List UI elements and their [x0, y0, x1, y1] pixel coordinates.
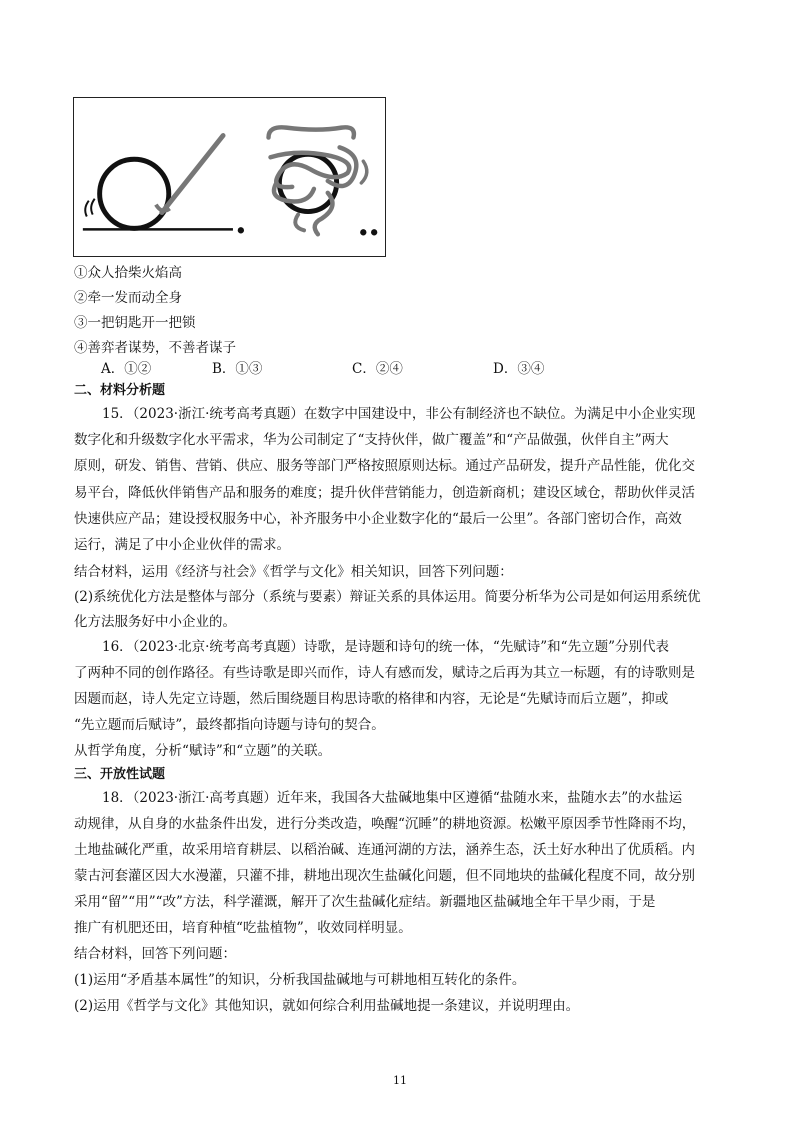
option-c[interactable]: C．②④	[352, 361, 403, 377]
comic-figure	[73, 97, 386, 257]
choice-item-3: ③一把钥匙开一把锁	[74, 315, 196, 331]
q15-line-4: 易平台，降低伙伴销售产品和服务的难度；提升伙伴营销能力，创造新商机；建设区域仓，帮助伙伴灵活	[74, 485, 695, 501]
section-heading-material-analysis: 二、材料分析题	[74, 383, 166, 398]
q18-line-5: 采用“留”“用”“改”方法，科学灌溉，解开了次生盐碱化症结。新疆地区盐碱地全年干旱少雨，于是	[74, 894, 656, 910]
choice-item-2: ②牵一发而动全身	[74, 290, 182, 306]
q18-sub-line-2: (2)运用《哲学与文化》其他知识，就如何综合利用盐碱地提一条建议，并说明理由。	[74, 998, 580, 1014]
q15-sub-line-2: 化方法服务好中小企业的。	[74, 614, 236, 630]
q18-line-2: 动规律，从自身的水盐条件出发，进行分类改造，唤醒“沉睡”的耕地资源。松嫩平原因季节性降雨不均，	[74, 816, 696, 832]
page-number: 11	[393, 1074, 407, 1087]
q16-prompt: 从哲学角度，分析“赋诗”和“立题”的关联。	[74, 743, 332, 759]
answer-options	[0, 357, 800, 377]
q16-line-4: “先立题而后赋诗”，最终都指向诗题与诗句的契合。	[74, 717, 385, 733]
q16-line-2: 了两种不同的创作路径。有些诗歌是即兴而作，诗人有感而发，赋诗之后再为其立一标题，有的诗歌则是	[74, 665, 695, 681]
q15-line-6: 运行，满足了中小企业伙伴的需求。	[74, 537, 290, 553]
q15-sub-line-1: (2)系统优化方法是整体与部分（系统与要素）辩证关系的具体运用。简要分析华为公司是如何运用系统优	[74, 589, 701, 605]
q18-sub-line-1: (1)运用“矛盾基本属性”的知识，分析我国盐碱地与可耕地相互转化的条件。	[74, 972, 526, 988]
option-b[interactable]: B．①③	[212, 361, 263, 377]
choice-item-4: ④善弈者谋势，不善者谋子	[74, 340, 236, 356]
q18-line-1: 18．（2023·浙江·高考真题）近年来，我国各大盐碱地集中区遵循“盐随水来，盐随水去”的水盐运	[102, 790, 683, 806]
q18-line-4: 蒙古河套灌区因大水漫灌，只灌不排，耕地出现次生盐碱化问题，但不同地块的盐碱化程度不同，故分别	[74, 868, 695, 884]
choice-item-1: ①众人拾柴火焰高	[74, 265, 182, 281]
q16-line-3: 因题而赵，诗人先定立诗题，然后围绕题目构思诗歌的格律和内容，无论是“先赋诗而后立题”，抑或	[74, 691, 669, 707]
q16-line-1: 16．（2023·北京·统考高考真题）诗歌，是诗题和诗句的统一体，“先赋诗”和“先立题”分别代表	[102, 639, 669, 655]
q15-prompt: 结合材料，运用《经济与社会》《哲学与文化》相关知识，回答下列问题：	[74, 564, 513, 580]
q18-line-3: 土地盐碱化严重，故采用培育耕层、以稻治碱、连通河湖的方法，涵养生态，沃土好水种出了优质稻。内	[74, 842, 695, 858]
q15-line-5: 快速供应产品；建设授权服务中心，补齐服务中小企业数字化的“最后一公里”。各部门密切合作，高效	[74, 511, 682, 527]
q15-line-2: 数字化和升级数字化水平需求，华为公司制定了“支持伙伴，做广覆盖”和“产品做强，伙伴自主”两大	[74, 432, 669, 448]
q15-line-1: 15．（2023·浙江·统考高考真题）在数字中国建设中，非公有制经济也不缺位。为满足中小企业实现	[102, 406, 696, 422]
wheel-comic-illustration	[74, 98, 385, 256]
q15-line-3: 原则，研发、销售、营销、供应、服务等部门严格按照原则达标。通过产品研发，提升产品性能，优化交	[74, 458, 695, 474]
q18-prompt: 结合材料，回答下列问题：	[74, 946, 236, 962]
q18-line-6: 推广有机肥还田，培育种植“吃盐植物”，收效同样明显。	[74, 920, 412, 936]
option-d[interactable]: D．③④	[493, 361, 545, 377]
section-heading-open-questions: 三、开放性试题	[74, 767, 166, 782]
option-a[interactable]: A．①②	[101, 361, 152, 377]
